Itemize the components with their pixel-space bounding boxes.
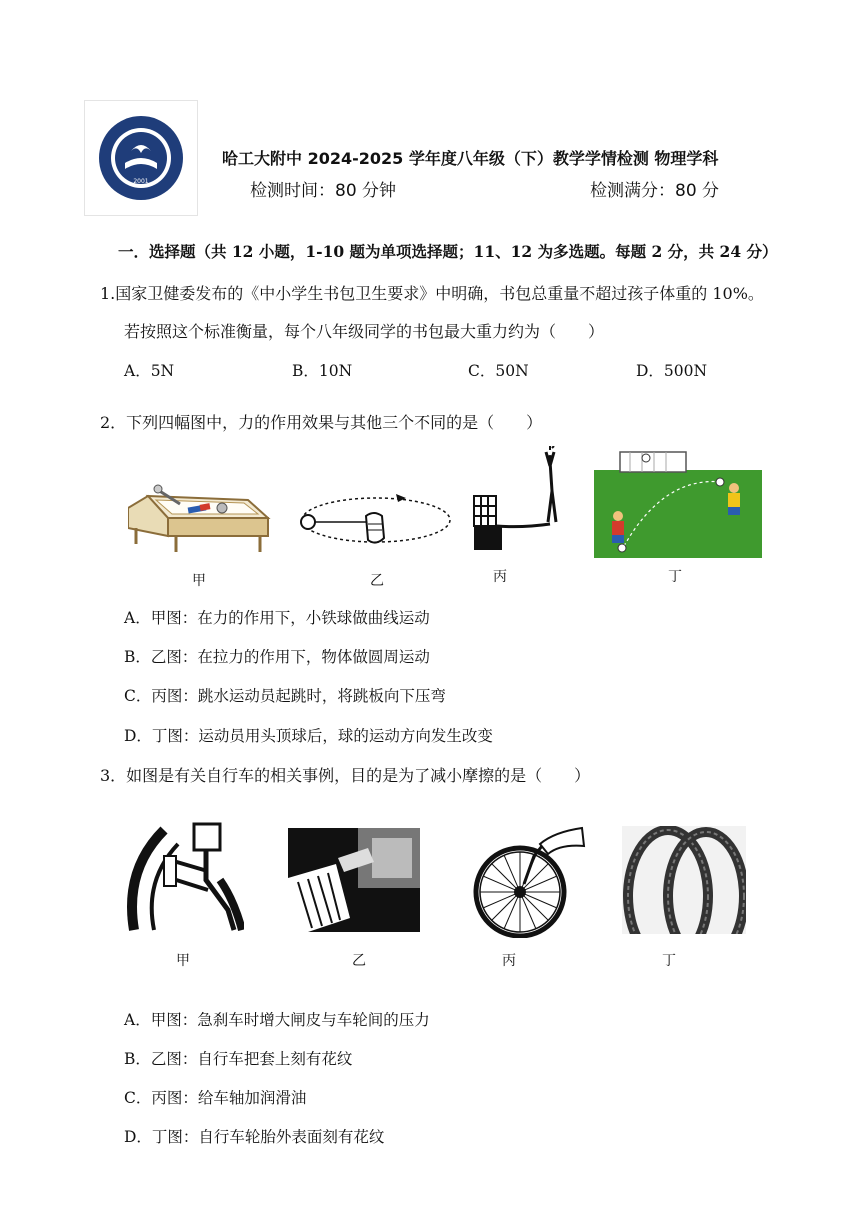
q3-figure-ding bbox=[622, 826, 746, 934]
q3-caption-jia: 甲 bbox=[176, 953, 190, 969]
q1-option-d[interactable]: D．500N bbox=[636, 362, 708, 380]
q2-figure-bing bbox=[472, 446, 572, 556]
q2-figure-ding bbox=[594, 446, 762, 558]
q3-caption-yi: 乙 bbox=[352, 953, 366, 969]
q2-option-b[interactable]: B．乙图：在拉力的作用下，物体做圆周运动 bbox=[124, 648, 430, 666]
q2-caption-ding: 丁 bbox=[668, 569, 682, 585]
q3-option-a[interactable]: A．甲图：急刹车时增大闸皮与车轮间的压力 bbox=[124, 1011, 430, 1029]
page-title: 哈工大附中 2024-2025 学年度八年级（下）教学学情检测 物理学科 bbox=[222, 149, 719, 168]
q1-stem-line1: 1.国家卫健委发布的《中小学生书包卫生要求》中明确，书包总重量不超过孩子体重的 10%。 bbox=[100, 284, 764, 303]
q3-figure-yi bbox=[288, 828, 420, 932]
q2-option-c[interactable]: C．丙图：跳水运动员起跳时，将跳板向下压弯 bbox=[124, 687, 446, 705]
q1-option-b[interactable]: B．10N bbox=[292, 362, 353, 380]
q3-option-b[interactable]: B．乙图：自行车把套上刻有花纹 bbox=[124, 1050, 353, 1068]
school-logo bbox=[84, 100, 198, 216]
exam-score: 检测满分：80 分 bbox=[590, 181, 720, 201]
q3-stem: 3．如图是有关自行车的相关事例，目的是为了减小摩擦的是（ ） bbox=[100, 766, 591, 785]
q2-option-d[interactable]: D．丁图：运动员用头顶球后，球的运动方向发生改变 bbox=[124, 727, 493, 745]
q2-caption-jia: 甲 bbox=[192, 573, 206, 589]
q3-caption-ding: 丁 bbox=[662, 953, 676, 969]
q1-option-a[interactable]: A．5N bbox=[124, 362, 175, 380]
logo-year: 2001 bbox=[133, 178, 149, 185]
q1-stem-line2: 若按照这个标准衡量，每个八年级同学的书包最大重力约为（ ） bbox=[124, 322, 605, 341]
q2-figure-jia bbox=[128, 478, 273, 558]
q2-figure-yi bbox=[296, 494, 456, 556]
q3-option-d[interactable]: D．丁图：自行车轮胎外表面刻有花纹 bbox=[124, 1128, 385, 1146]
q1-option-c[interactable]: C．50N bbox=[468, 362, 529, 380]
q2-option-a[interactable]: A．甲图：在力的作用下，小铁球做曲线运动 bbox=[124, 609, 430, 627]
exam-time: 检测时间：80 分钟 bbox=[250, 181, 397, 201]
q3-caption-bing: 丙 bbox=[502, 953, 516, 969]
q3-figure-bing bbox=[464, 826, 586, 938]
q2-stem: 2．下列四幅图中，力的作用效果与其他三个不同的是（ ） bbox=[100, 413, 543, 432]
q3-option-c[interactable]: C．丙图：给车轴加润滑油 bbox=[124, 1089, 307, 1107]
q3-figure-jia bbox=[124, 820, 244, 932]
q2-caption-yi: 乙 bbox=[370, 573, 384, 589]
section-heading: 一．选择题（共 12 小题，1-10 题为单项选择题；11、12 为多选题。每题 2 分，共 24 分） bbox=[118, 242, 778, 261]
q2-caption-bing: 丙 bbox=[493, 569, 507, 585]
